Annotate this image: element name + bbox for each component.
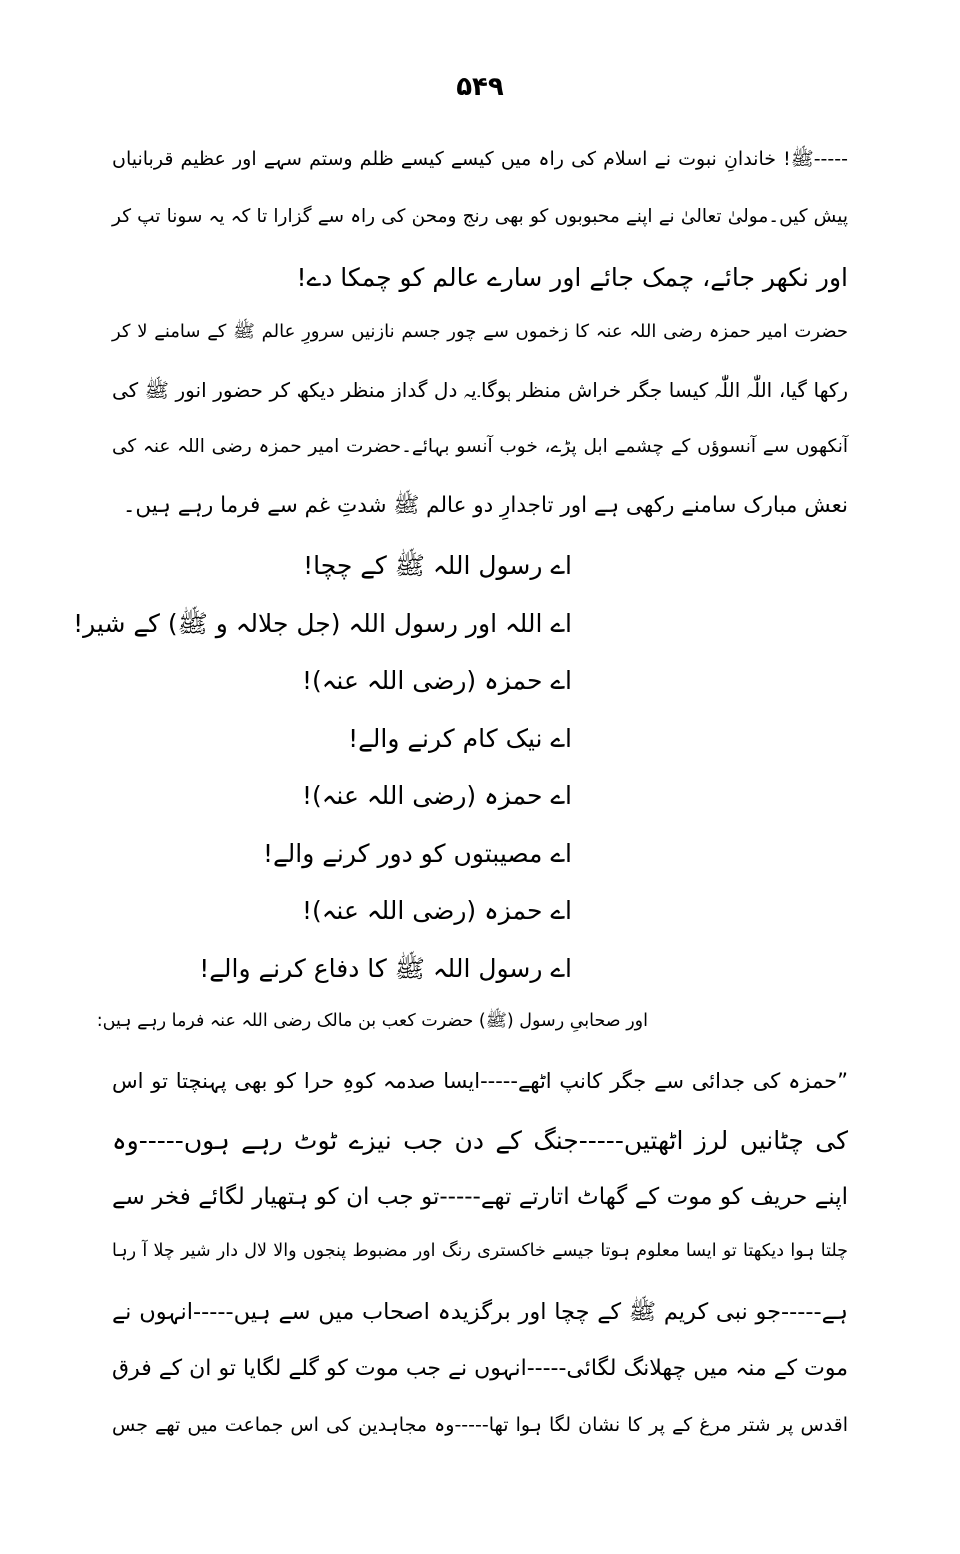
quote-line-6: موت کے منہ میں چھلانگ لگائی-----انہوں نے جب موت کو گلے لگایا تو ان کے فرق	[112, 1356, 848, 1381]
lament-line-3: اے حمزہ (رضی اللہ عنہ)!	[302, 666, 572, 695]
text-line-2: پیش کیں۔مولیٰ تعالیٰ نے اپنے محبوبوں کو بھی رنج ومحن کی راہ سے گزارا تا کہ یہ سونا تپ کر	[112, 206, 848, 227]
text-line-1: -----ﷺ! خاندانِ نبوت نے اسلام کی راہ میں کیسے کیسے ظلم وستم سہے اور عظیم قربانیاں	[112, 148, 848, 170]
text-line-4: حضرت امیر حمزہ رضی اللہ عنہ کا زخموں سے چور جسم نازنیں سرورِ عالم ﷺ کے سامنے لا کر	[112, 321, 848, 342]
lament-line-7: اے حمزہ (رضی اللہ عنہ)!	[302, 896, 572, 925]
text-line-7: نعش مبارک سامنے رکھی ہے اور تاجدارِ دو عالم ﷺ شدتِ غم سے فرما رہے ہیں۔	[122, 493, 848, 518]
quote-intro: اور صحابیِ رسول (ﷺ) حضرت کعب بن مالک رضی اللہ عنہ فرما رہے ہیں:	[96, 1011, 648, 1031]
quote-line-4: چلتا ہوا دیکھتا تو ایسا معلوم ہوتا جیسے خاکستری رنگ اور مضبوط پنجوں والا لال دار شیر چلا آ رہا	[112, 1241, 848, 1261]
lament-line-1: اے رسول اللہ ﷺ کے چچا!	[303, 551, 572, 580]
text-line-5: رکھا گیا، اللّٰہ اللّٰہ کیسا جگر خراش منظر ہوگا۔یہ دل گداز منظر دیکھ کر حضور انور ﷺ کی	[112, 378, 848, 402]
lament-line-6: اے مصیبتوں کو دور کرنے والے!	[262, 839, 572, 868]
lament-line-8: اے رسول اللہ ﷺ کا دفاع کرنے والے!	[199, 954, 572, 983]
quote-line-2: کی چٹانیں لرز اٹھتیں-----جنگ کے دن جب نیزے ٹوٹ رہے ہوں-----وہ	[112, 1126, 848, 1155]
lament-line-2: اے اللہ اور رسول اللہ (جل جلالہ و ﷺ) کے شیر!	[73, 609, 572, 638]
text-line-3: اور نکھر جائے، چمک جائے اور سارے عالم کو چمکا دے!	[296, 263, 848, 292]
text-line-6: آنکھوں سے آنسوؤں کے چشمے ابل پڑے، خوب آنسو بہائے۔حضرت امیر حمزہ رضی اللہ عنہ کی	[112, 436, 848, 457]
quote-line-3: اپنے حریف کو موت کے گھاٹ اتارتے تھے-----تو جب ان کو ہتھیار لگائے فخر سے	[112, 1184, 848, 1210]
quote-line-7: اقدس پر شتر مرغ کے پر کا نشان لگا ہوا تھا-----وہ مجاہدین کی اس جماعت میں تھے جس	[112, 1414, 848, 1436]
page-number: ۵۴۹	[456, 72, 504, 102]
lament-line-4: اے نیک کام کرنے والے!	[348, 724, 572, 753]
lament-line-5: اے حمزہ (رضی اللہ عنہ)!	[302, 781, 572, 810]
quote-line-1: ”حمزہ کی جدائی سے جگر کانپ اٹھے-----ایسا صدمہ کوہِ حرا کو بھی پہنچتا تو اس	[112, 1069, 848, 1093]
quote-line-5: ہے-----جو نبی کریم ﷺ کے چچا اور برگزیدہ اصحاب میں سے ہیں-----انہوں نے	[112, 1299, 848, 1325]
